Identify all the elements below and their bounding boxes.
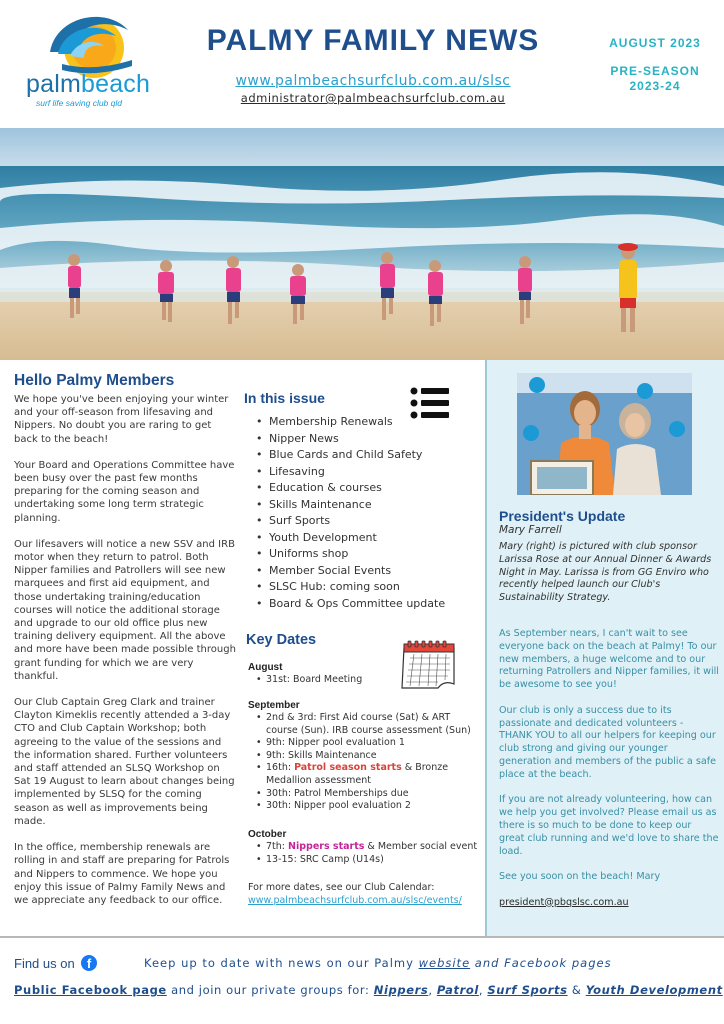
key-dates-september [248, 700, 480, 813]
footer-text: Keep up to date with news on our Palmy [144, 956, 419, 970]
list-item: • Nipper News [256, 431, 480, 448]
photo-caption: Mary (right) is pictured with club sponsor Larissa Rose at our Annual Dinner & Awards Night in May. Larissa is from GG Enviro who recently helped launch our Club's Sustainability Strategy. [499, 541, 712, 604]
list-item [256, 841, 480, 854]
list-item: • SLSC Hub: coming soon [256, 579, 480, 596]
list-item: • Membership Renewals [256, 414, 480, 431]
separator: , [478, 983, 488, 997]
issue-season [596, 64, 714, 94]
list-item: • Lifesaving [256, 464, 480, 481]
president-email-link[interactable]: president@pbqslsc.com.au [499, 896, 629, 908]
key-dates-heading: Key Dates [246, 632, 317, 648]
hello-body [14, 393, 236, 907]
president-paragraph: If you are not already volunteering, how can we help you get involved? Please email us as there is so much to be done to keep our great club running and we'd love to share the load. [499, 794, 719, 857]
nippers-start-highlight: Nippers starts [288, 841, 365, 852]
list-item: • Blue Cards and Child Safety [256, 447, 480, 464]
list-item: • Skills Maintenance [256, 497, 480, 514]
hello-members-section [14, 372, 236, 920]
presidents-update-heading: President's Update [499, 508, 626, 524]
footer-text: and [470, 956, 505, 970]
more-dates-text: For more dates, see our Club Calendar: [248, 882, 435, 893]
more-dates-note [248, 882, 480, 907]
newsletter-header [0, 0, 724, 128]
hello-heading: Hello Palmy Members [14, 372, 175, 389]
separator: & [567, 983, 586, 997]
president-paragraph: As September nears, I can't wait to see everyone back on the beach at Palmy! To our new members, a huge welcome and to our returning Patrollers and Nipper families, it will be awesome to see you! [499, 628, 719, 691]
nippers-group-link[interactable]: Nippers [373, 983, 429, 997]
footer-text: and join our private groups for: [166, 983, 374, 997]
facebook-pages-text: Facebook pages [504, 956, 612, 970]
issue-month: AUGUST 2023 [609, 36, 701, 50]
president-paragraph: Our club is only a success due to its passionate and dedicated volunteers - THANK YOU to all our helpers for keeping our club strong and giving our younger generation and members of the public a safe place at the beach. [499, 704, 716, 780]
surf-sports-group-link[interactable]: Surf Sports [487, 983, 568, 997]
hero-beach-photo [0, 128, 724, 360]
list-item: • Education & courses [256, 480, 480, 497]
hello-paragraph: We hope you've been enjoying your winter and your off-season from lifesaving and Nippers. No doubt you are raring to get back to the beach! [14, 394, 229, 445]
footer-groups-text [14, 983, 723, 997]
separator: , [428, 983, 437, 997]
find-us-label: Find us on [14, 956, 75, 971]
website-link[interactable]: www.palmbeachsurfclub.com.au/slsc [235, 73, 511, 89]
date-suffix: & Bronze Medallion assessment [266, 762, 449, 786]
list-item: • 9th: Nipper pool evaluation 1 [256, 737, 480, 750]
list-item: • 30th: Patrol Memberships due [256, 788, 480, 801]
logo-subtitle: surf life saving club qld [36, 98, 122, 108]
list-item: • 31st: Board Meeting [256, 674, 480, 687]
president-message [499, 628, 719, 922]
date-suffix: & Member social event [364, 841, 478, 852]
key-dates-october [248, 829, 480, 866]
hello-paragraph: In the office, membership renewals are rolling in and staff are preparing for Patrols and Nippers to commence. We hope you enjoy this issue of Palmy Family News and we appreciate any feedback to our office. [14, 842, 230, 906]
website-footer-link[interactable]: website [418, 956, 471, 970]
month-label: August [248, 662, 283, 673]
list-item: • Youth Development [256, 530, 480, 547]
month-label: October [248, 829, 287, 840]
president-signoff: See you soon on the beach! Mary [499, 871, 661, 883]
in-this-issue-heading: In this issue [244, 390, 325, 406]
hello-paragraph: Our lifesavers will notice a new SSV and IRB motor when they return to patrol. Both Nipper families and Patrollers will see new marquees and first aid equipment, and those undertaking training/education courses will notice the additional storage and upgrade to our old office plus new training delivery equipment. All the above and more have been made possible through grant funding for which we are very thankful. [14, 538, 236, 682]
month-label: September [248, 700, 300, 711]
logo-wordmark: palmbeach [26, 70, 151, 98]
patrol-group-link[interactable]: Patrol [436, 983, 479, 997]
list-item: • Board & Ops Committee update [256, 596, 480, 613]
list-item: • 2nd & 3rd: First Aid course (Sat) & ART course (Sun). IRB course assessment (Sun) [256, 712, 480, 737]
patrol-season-highlight: Patrol season starts [294, 762, 402, 774]
middle-column [244, 378, 480, 906]
newsletter-title: PALMY FAMILY NEWS [206, 24, 540, 57]
list-item [256, 762, 480, 787]
youth-development-group-link[interactable]: Youth Development [585, 983, 723, 997]
public-facebook-link[interactable]: Public Facebook page [14, 983, 167, 997]
president-photo [517, 373, 692, 495]
season-years: 2023-24 [629, 79, 681, 93]
list-item: • 9th: Skills Maintenance [256, 750, 480, 763]
list-item: • Surf Sports [256, 513, 480, 530]
footer-divider [0, 936, 724, 938]
september-dates-list [256, 712, 480, 813]
date-prefix: 16th: [266, 762, 295, 774]
issue-topics-list [256, 414, 480, 612]
key-dates-august [248, 662, 480, 687]
hello-paragraph: Your Board and Operations Committee have been busy over the past few months preparing for the coming season and undertaking some long term strategic planning. [14, 459, 235, 524]
president-name: Mary Farrell [499, 524, 562, 536]
admin-email-link[interactable]: administrator@palmbeachsurfclub.com.au [240, 91, 506, 105]
facebook-icon[interactable]: f [81, 955, 97, 971]
club-calendar-link[interactable]: www.palmbeachsurfclub.com.au/slsc/events/ [248, 894, 462, 906]
presidents-update-panel [485, 360, 724, 936]
list-item: • Uniforms shop [256, 546, 480, 563]
list-item: • 30th: Nipper pool evaluation 2 [256, 800, 480, 813]
october-dates-list [256, 841, 480, 866]
season-label: PRE-SEASON [610, 64, 700, 78]
date-prefix: 7th: [266, 841, 289, 852]
footer-keep-up-text [144, 956, 612, 970]
hello-paragraph: Our Club Captain Greg Clark and trainer Clayton Kimeklis recently attended a 3-day CTO and Club Captain Workshop; both agreeing to the value of the sessions and the information shared. Further volunteers and staff attended an SLSQ Workshop on Sat 19 August to learn about changes being implemented by SLSQ for the coming season as well as improvements being made. [14, 697, 235, 827]
list-item: • Member Social Events [256, 563, 480, 580]
list-item: • 13-15: SRC Camp (U14s) [256, 854, 480, 867]
august-dates-list [256, 674, 480, 687]
